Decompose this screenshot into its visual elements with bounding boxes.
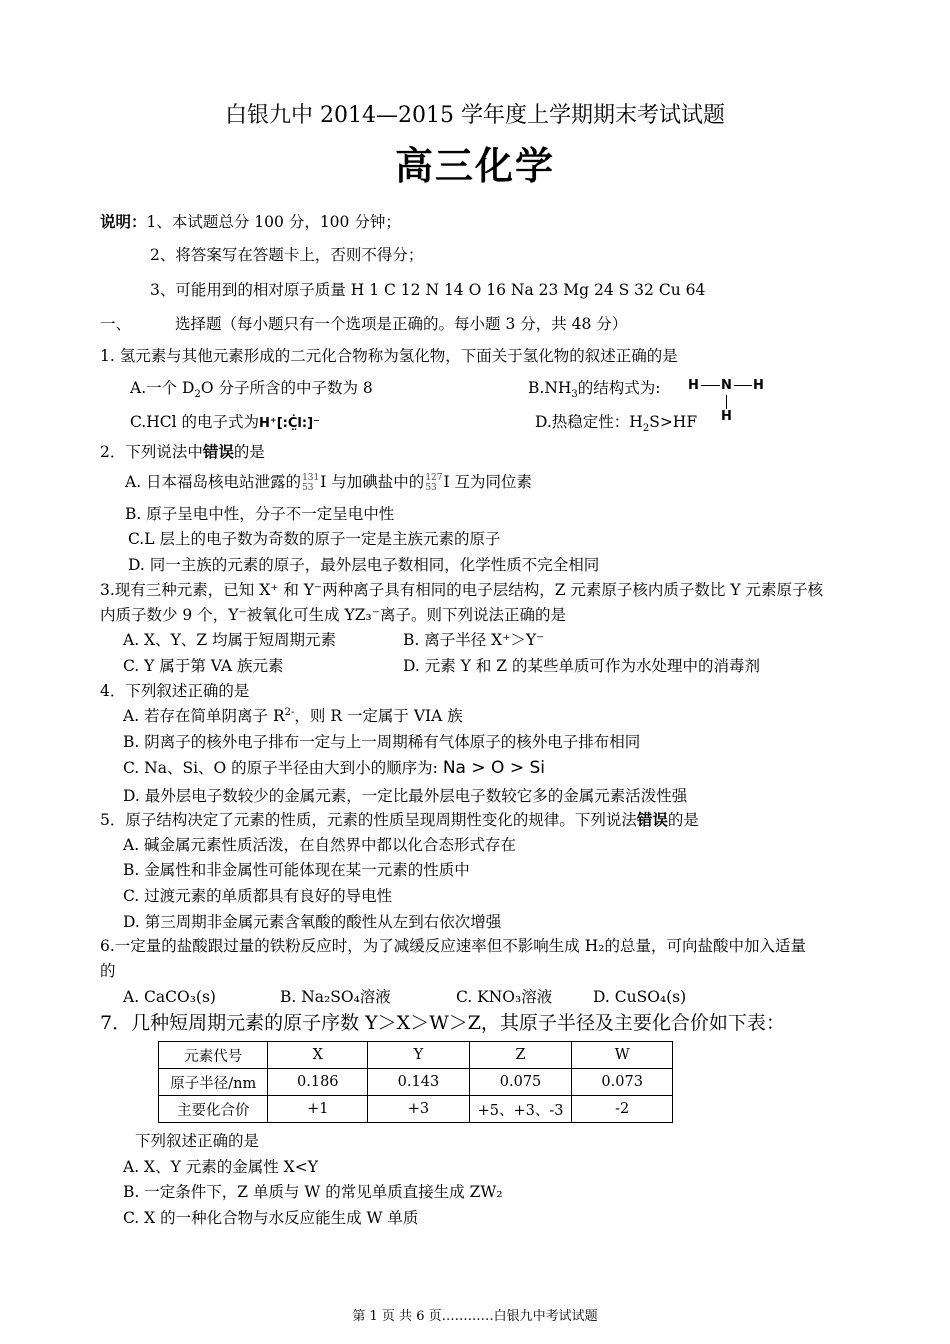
question-2-stem: 2．下列说法中错误的是 [100, 442, 265, 461]
note-item: 3、可能用到的相对原子质量 H 1 C 12 N 14 O 16 Na 23 Mg 24 S 32 Cu 64 [150, 281, 706, 299]
question-4-stem: 4．下列叙述正确的是 [100, 682, 250, 700]
table-cell: 0.073 [572, 1069, 673, 1096]
q6-option-b: B. Na₂SO₄溶液 [280, 988, 391, 1006]
table-cell: 元素代号 [159, 1042, 268, 1069]
hcl-electron-formula: H⁺[:Ċ̤l:]⁻ [259, 416, 320, 431]
table-cell: 主要化合价 [159, 1096, 268, 1123]
note-item: 1、本试题总分 100 分，100 分钟； [146, 213, 401, 231]
radius-order-formula: Na > O > Si [442, 758, 545, 778]
question-7-stem: 7．几种短周期元素的原子序数 Y＞X＞W＞Z，其原子半径及主要化合价如下表： [100, 1012, 785, 1034]
page-footer: 第 1 页 共 6 页…………白银九中考试试题 [352, 1309, 598, 1324]
table-cell: +1 [268, 1096, 368, 1123]
q3-option-c: C. Y 属于第 VA 族元素 [123, 657, 284, 675]
table-cell: +3 [368, 1096, 470, 1123]
table-row [159, 1069, 673, 1096]
table-cell: Y [368, 1042, 470, 1069]
notes-label: 说明： [100, 212, 147, 231]
isotope-notation: 127 53 [425, 473, 443, 493]
q1-option-c: C.HCl 的电子式为H⁺[:Ċ̤l:]⁻ [130, 413, 320, 431]
q2-option-a: A. 日本福岛核电站泄露的 131 53 I 与加碘盐中的 127 53 I 互为同位素 [125, 473, 533, 493]
table-cell: W [572, 1042, 673, 1069]
q1-option-d: D.热稳定性：$H_2S>HF$ [535, 413, 698, 435]
q4-option-b: B. 阴离子的核外电子排布一定与上一周期稀有气体原子的核外电子排布相同 [123, 733, 641, 751]
table-cell: -2 [572, 1096, 673, 1123]
q4-option-a: A. 若存在简单阴离子 $R^{2-}$，则 R 一定属于 VIA 族 [123, 706, 463, 725]
q6-option-d: D. CuSO₄(s) [593, 988, 687, 1006]
q5-option-d: D. 第三周期非金属元素含氧酸的酸性从左到右依次增强 [123, 913, 502, 931]
q1-option-b: $B.NH_3$的结构式为: [528, 379, 661, 401]
q3-option-d: D. 元素 Y 和 Z 的某些单质可作为水处理中的消毒剂 [403, 657, 760, 675]
notes-line-1 [100, 212, 401, 232]
q1-option-a: A.一个 $D_2O$ 分子所含的中子数为 8 [130, 379, 373, 401]
q3-option-b: B. 离子半径 X⁺＞Y⁻ [403, 631, 545, 649]
q2-option-d: D. 同一主族的元素的原子，最外层电子数相同，化学性质不完全相同 [128, 556, 600, 574]
element-data-table [158, 1041, 673, 1123]
isotope-notation: 131 53 [302, 473, 320, 493]
section-heading [100, 314, 627, 334]
q5-option-a: A. 碱金属元素性质活泼，在自然界中都以化合态形式存在 [123, 836, 517, 854]
q7-option-c: C. X 的一种化合物与水反应能生成 W 单质 [123, 1209, 419, 1227]
table-cell: 0.186 [268, 1069, 368, 1096]
exam-title-line: 白银九中 2014—2015 学年度上学期期末考试试题 [225, 103, 725, 128]
question-3-stem-cont: 内质子数少 9 个，Y⁻被氧化可生成 YZ₃⁻离子。则下列说法正确的是 [100, 606, 566, 624]
section-text: 选择题（每小题只有一个选项是正确的。每小题 3 分，共 48 分） [175, 315, 628, 333]
question-7-sub-stem: 下列叙述正确的是 [135, 1132, 260, 1150]
nh3-structural-formula: H N H H [688, 378, 764, 424]
q5-option-c: C. 过渡元素的单质都具有良好的导电性 [123, 887, 393, 905]
q4-option-d: D. 最外层电子数较少的金属元素，一定比最外层电子数较它多的金属元素活泼性强 [123, 787, 688, 805]
q3-option-a: A. X、Y、Z 均属于短周期元素 [123, 631, 337, 649]
question-6-stem: 6.一定量的盐酸跟过量的铁粉反应时，为了减缓反应速率但不影响生成 H₂的总量，可向盐酸中加入适量 [100, 937, 806, 955]
table-header-row [159, 1042, 673, 1069]
q7-option-b: B. 一定条件下，Z 单质与 W 的常见单质直接生成 ZW₂ [123, 1183, 503, 1201]
question-1-stem: 1. 氢元素与其他元素形成的二元化合物称为氢化物，下面关于氢化物的叙述正确的是 [100, 347, 678, 365]
table-row [159, 1096, 673, 1123]
table-cell: 原子半径/nm [159, 1069, 268, 1096]
q7-option-a: A. X、Y 元素的金属性 X<Y [123, 1158, 318, 1176]
table-cell: 0.075 [469, 1069, 572, 1096]
q6-option-a: A. CaCO₃(s) [123, 988, 216, 1006]
question-5-stem: 5．原子结构决定了元素的性质，元素的性质呈现周期性变化的规律。下列说法错误的是 [100, 810, 699, 829]
table-cell: 0.143 [368, 1069, 470, 1096]
q6-option-c: C. KNO₃溶液 [456, 988, 553, 1006]
note-item: 2、将答案写在答题卡上，否则不得分； [150, 246, 424, 264]
question-6-stem-cont: 的 [100, 962, 116, 980]
q2-option-c: C.L 层上的电子数为奇数的原子一定是主族元素的原子 [128, 530, 501, 548]
table-cell: +5、+3、-3 [469, 1096, 572, 1123]
subject-title: 高三化学 [394, 143, 555, 188]
q5-option-b: B. 金属性和非金属性可能体现在某一元素的性质中 [123, 861, 470, 879]
q4-option-c: C. Na、Si、O 的原子半径由大到小的顺序为: Na > O > Si [123, 758, 545, 778]
table-cell: Z [469, 1042, 572, 1069]
section-number: 一、 [100, 315, 132, 333]
q2-option-b: B. 原子呈电中性，分子不一定呈电中性 [125, 505, 395, 523]
question-3-stem: 3.现有三种元素，已知 X⁺ 和 Y⁻两种离子具有相同的电子层结构，Z 元素原子核内质子数比 Y 元素原子核 [100, 581, 823, 599]
table-cell: X [268, 1042, 368, 1069]
